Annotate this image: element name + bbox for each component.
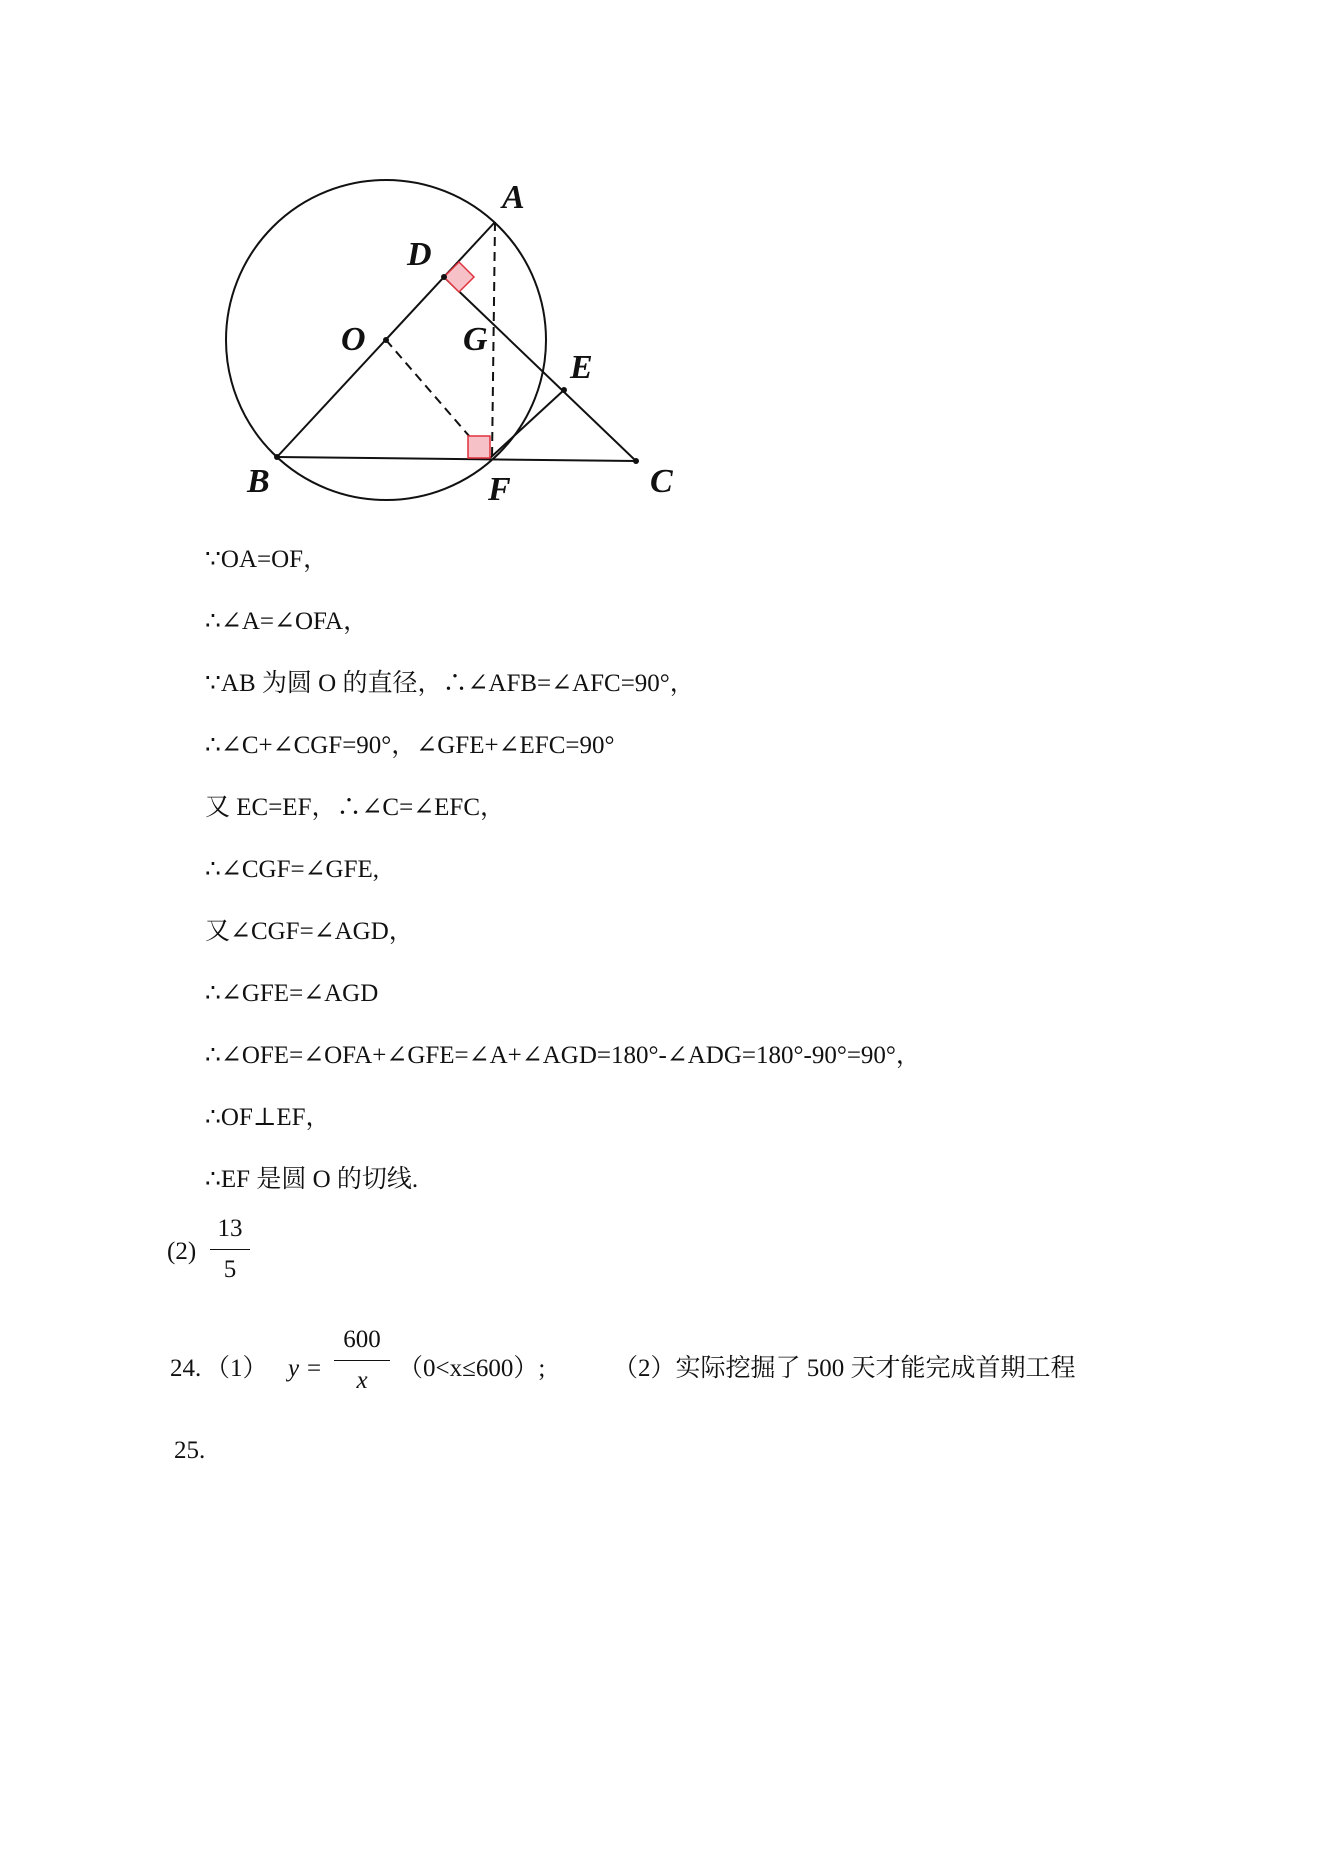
q24-numerator: 600 [334, 1326, 390, 1361]
proof-line: ∴OF⊥EF， [205, 1104, 331, 1131]
proof-line: ∴∠GFE=∠AGD [205, 980, 379, 1007]
geometry-figure [200, 170, 720, 510]
q24-fraction [334, 1326, 390, 1395]
q24-equals: = [307, 1355, 322, 1382]
label-e: E [570, 349, 593, 386]
proof-line: ∴∠A=∠OFA， [205, 608, 369, 635]
label-f: F [488, 471, 511, 508]
proof-line: ∵AB 为圆 O 的直径，∴∠AFB=∠AFC=90°， [205, 670, 695, 697]
segment-bc [277, 457, 636, 461]
label-o: O [341, 321, 366, 358]
proof-line: 又 EC=EF，∴∠C=∠EFC， [205, 794, 505, 821]
proof-line: ∴EF 是圆 O 的切线. [205, 1166, 419, 1193]
right-angle-f [468, 436, 490, 458]
proof-line: ∴∠CGF=∠GFE, [205, 856, 380, 883]
q24-denominator: x [356, 1367, 368, 1394]
segment-dc [444, 277, 636, 461]
proof-line: ∴∠C+∠CGF=90°，∠GFE+∠EFC=90° [205, 732, 615, 759]
point-o [383, 337, 389, 343]
point-d [441, 274, 447, 280]
segment-af-dashed [492, 222, 495, 459]
point-e [561, 387, 567, 393]
label-c: C [650, 463, 673, 500]
part2-label: (2) [167, 1238, 197, 1265]
q24-part2: （2）实际挖掘了 500 天才能完成首期工程 [613, 1355, 1076, 1382]
q24-number: 24. [170, 1355, 202, 1382]
q24-domain: （0<x≤600）; [398, 1355, 546, 1382]
segment-ef [489, 390, 564, 459]
point-c [633, 458, 639, 464]
proof-line: ∵OA=OF， [205, 546, 329, 573]
label-g: G [463, 321, 488, 358]
point-b [274, 454, 280, 460]
part2-numerator: 13 [210, 1215, 250, 1250]
proof-line: ∴∠OFE=∠OFA+∠GFE=∠A+∠AGD=180°-∠ADG=180°-90°=90°， [205, 1042, 921, 1069]
right-angle-d [444, 262, 474, 292]
q24-part1: （1） [205, 1355, 268, 1382]
q24-var-y: y [288, 1355, 300, 1382]
proof-line: 又∠CGF=∠AGD， [205, 918, 414, 945]
part2-fraction [210, 1215, 250, 1284]
label-d: D [407, 236, 432, 273]
q25-number: 25. [174, 1437, 206, 1464]
part2-denominator: 5 [223, 1256, 237, 1283]
label-a: A [502, 179, 525, 216]
label-b: B [247, 463, 270, 500]
